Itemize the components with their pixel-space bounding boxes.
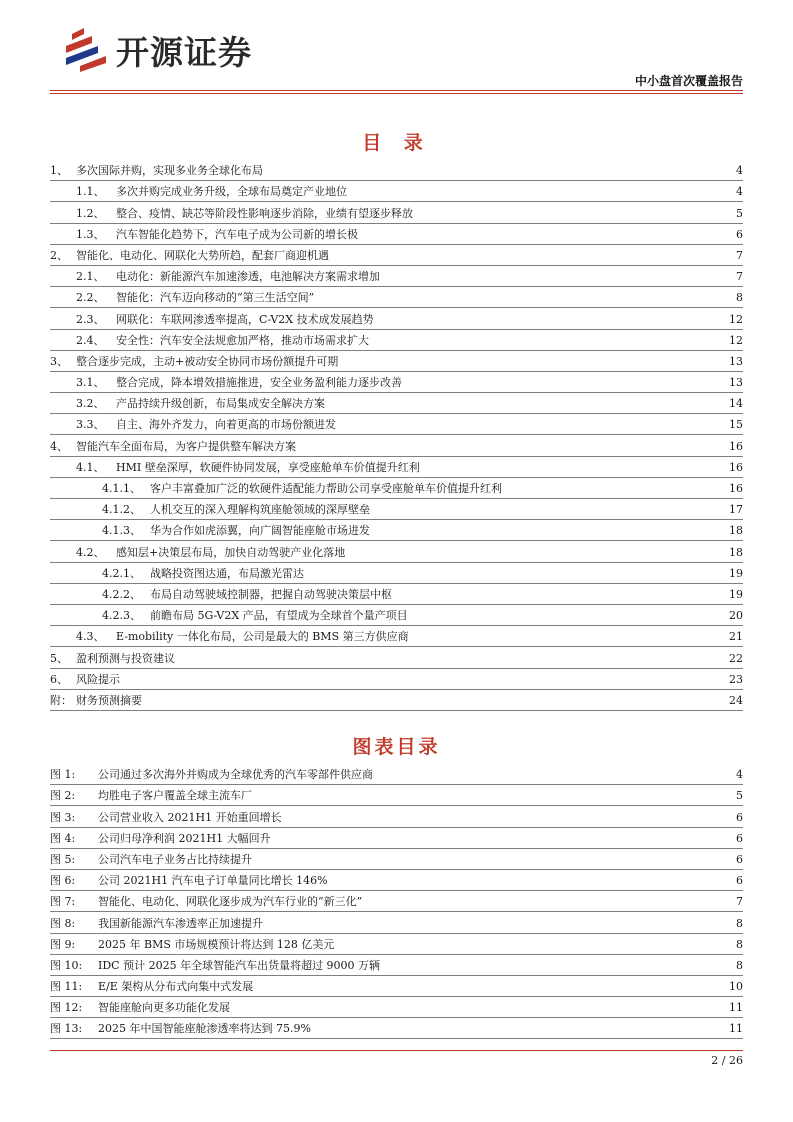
toc-entry-text: 整合完成，降本增效措施推进，安全业务盈利能力逐步改善 bbox=[116, 376, 402, 390]
toc-entry[interactable] bbox=[50, 605, 743, 626]
toc-entry-text: 前瞻布局 5G-V2X 产品，有望成为全球首个量产项目 bbox=[150, 609, 408, 623]
figure-entry-page: 8 bbox=[736, 937, 743, 951]
toc-entry-text: 产品持续升级创新，布局集成安全解决方案 bbox=[116, 397, 325, 411]
toc-entry-number: 4.2.1、 bbox=[102, 566, 141, 580]
toc-entry-number: 2、 bbox=[50, 248, 68, 262]
toc-entry-text: 智能汽车全面布局，为客户提供整车解决方案 bbox=[76, 439, 296, 453]
toc-entry-page: 14 bbox=[729, 397, 743, 411]
figure-entry-text: 公司营业收入 2021H1 开始重回增长 bbox=[98, 810, 282, 824]
toc-entry-page: 7 bbox=[736, 270, 743, 284]
toc-entry-page: 12 bbox=[729, 312, 743, 326]
figure-entry-page: 6 bbox=[736, 852, 743, 866]
figure-entry-text: E/E 架构从分布式向集中式发展 bbox=[98, 980, 254, 994]
figure-entry[interactable] bbox=[50, 764, 743, 785]
kaiyuan-logo-icon bbox=[62, 26, 112, 72]
toc-entry-text: 安全性：汽车安全法规愈加严格，推动市场需求扩大 bbox=[116, 333, 369, 347]
figure-entry-page: 10 bbox=[729, 980, 743, 994]
toc-entry-number: 3.1、 bbox=[76, 376, 105, 390]
toc-entry[interactable] bbox=[50, 647, 743, 668]
toc-entry-page: 23 bbox=[729, 672, 743, 686]
toc-entry-number: 4.2.2、 bbox=[102, 587, 141, 601]
figure-entry[interactable] bbox=[50, 1018, 743, 1039]
toc-entry[interactable] bbox=[50, 478, 743, 499]
toc-entry[interactable] bbox=[50, 287, 743, 308]
toc-entry-text: 战略投资图达通，布局激光雷达 bbox=[150, 566, 304, 580]
figure-entry-number: 图 1: bbox=[50, 768, 76, 782]
toc-entry[interactable] bbox=[50, 520, 743, 541]
toc-entry-number: 4.1.1、 bbox=[102, 482, 141, 495]
header-divider bbox=[50, 90, 743, 91]
toc-entry-number: 2.1、 bbox=[76, 270, 105, 284]
figure-entry-number: 图 8: bbox=[50, 916, 76, 930]
figure-entry-number: 图 13: bbox=[50, 1022, 83, 1036]
toc-entry-number: 2.2、 bbox=[76, 291, 105, 305]
figure-entry-number: 图 5: bbox=[50, 852, 76, 866]
figure-entry-page: 11 bbox=[729, 1001, 743, 1015]
toc-entry[interactable] bbox=[50, 690, 743, 711]
toc-entry-page: 22 bbox=[729, 651, 743, 665]
figure-entry[interactable] bbox=[50, 955, 743, 976]
toc-entry-number: 1.3、 bbox=[76, 227, 105, 241]
toc-entry-page: 17 bbox=[729, 503, 743, 517]
toc-entry-page: 19 bbox=[729, 566, 743, 580]
toc-entry[interactable] bbox=[50, 224, 743, 245]
toc-entry-page: 12 bbox=[729, 333, 743, 347]
toc-entry-text: 智能化：汽车迈向移动的“第三生活空间” bbox=[116, 291, 315, 305]
figure-entry-page: 11 bbox=[729, 1022, 743, 1036]
toc-entry-page: 16 bbox=[729, 439, 743, 453]
toc-entry[interactable] bbox=[50, 351, 743, 372]
figure-entry[interactable] bbox=[50, 912, 743, 933]
figure-entry-text: IDC 预计 2025 年全球智能汽车出货量将超过 9000 万辆 bbox=[98, 958, 381, 972]
toc-entry-page: 19 bbox=[729, 587, 743, 601]
toc-entry-number: 4.2、 bbox=[76, 545, 105, 559]
toc-entry-page: 15 bbox=[729, 418, 743, 432]
toc-entry-text: HMI 壁垒深厚，软硬件协同发展，享受座舱单车价值提升红利 bbox=[116, 460, 420, 474]
toc-entry-number: 4.2.3、 bbox=[102, 609, 141, 623]
toc-entry-page: 7 bbox=[736, 248, 743, 262]
toc-entry-number: 1.2、 bbox=[76, 206, 105, 220]
toc-entry-page: 13 bbox=[729, 376, 743, 390]
toc-entry-number: 3.3、 bbox=[76, 418, 105, 432]
figure-entry-text: 智能化、电动化、网联化逐步成为汽车行业的“新三化” bbox=[98, 895, 363, 909]
toc-entry-text: 风险提示 bbox=[76, 672, 120, 686]
toc-entry[interactable] bbox=[50, 266, 743, 287]
toc-entry-number: 4.1.2、 bbox=[102, 503, 141, 517]
toc-entry-text: 整合、疫情、缺芯等阶段性影响逐步消除，业绩有望逐步释放 bbox=[116, 206, 413, 220]
toc-entry[interactable] bbox=[50, 499, 743, 520]
figure-entry[interactable] bbox=[50, 828, 743, 849]
toc-entry-page: 16 bbox=[729, 482, 743, 495]
toc-entry-page: 8 bbox=[736, 291, 743, 305]
figure-entry-number: 图 11: bbox=[50, 980, 83, 994]
toc-entry[interactable] bbox=[50, 669, 743, 690]
toc-entry[interactable] bbox=[50, 372, 743, 393]
toc-entry-number: 附： bbox=[50, 693, 72, 707]
toc-title: 目 录 bbox=[362, 132, 431, 154]
figure-entry-text: 均胜电子客户覆盖全球主流车厂 bbox=[98, 789, 252, 803]
toc-entry-text: 布局自动驾驶域控制器，把握自动驾驶决策层中枢 bbox=[150, 587, 392, 601]
toc-entry-page: 13 bbox=[729, 354, 743, 368]
figure-entry-text: 智能座舱向更多功能化发展 bbox=[98, 1001, 230, 1015]
toc-entry-number: 2.4、 bbox=[76, 333, 105, 347]
toc-entry-text: 客户丰富叠加广泛的软硬件适配能力帮助公司享受座舱单车价值提升红利 bbox=[150, 482, 502, 495]
toc-entry-page: 16 bbox=[729, 460, 743, 474]
company-logo bbox=[62, 26, 302, 72]
figure-entry-number: 图 3: bbox=[50, 810, 76, 824]
figure-entry[interactable] bbox=[50, 806, 743, 827]
toc-entry-page: 21 bbox=[729, 630, 743, 644]
company-name: 开源证券 bbox=[116, 33, 252, 72]
page-number: 2 / 26 bbox=[711, 1054, 743, 1067]
toc-entry-number: 4、 bbox=[50, 439, 68, 453]
figure-list-title: 图表目录 bbox=[352, 736, 441, 758]
figure-entry-number: 图 2: bbox=[50, 789, 76, 803]
toc-entry-number: 4.3、 bbox=[76, 630, 105, 644]
toc-entry-text: 华为合作如虎添翼，向广阔智能座舱市场进发 bbox=[150, 524, 370, 538]
toc-entry-text: 人机交互的深入理解构筑座舱领域的深厚壁垒 bbox=[150, 503, 370, 517]
toc-entry-page: 18 bbox=[729, 545, 743, 559]
figure-entry[interactable] bbox=[50, 976, 743, 997]
figure-entry-number: 图 4: bbox=[50, 831, 76, 845]
figure-entry-text: 我国新能源汽车渗透率正加速提升 bbox=[98, 916, 263, 930]
figure-entry-number: 图 7: bbox=[50, 895, 76, 909]
toc-entry-text: 电动化：新能源汽车加速渗透，电池解决方案需求增加 bbox=[116, 270, 380, 284]
toc-entry-page: 4 bbox=[736, 185, 743, 199]
toc-entry[interactable] bbox=[50, 541, 743, 562]
toc-entry-text: 汽车智能化趋势下，汽车电子成为公司新的增长极 bbox=[116, 227, 358, 241]
figure-entry-page: 4 bbox=[736, 768, 743, 782]
report-type-label: 中小盘首次覆盖报告 bbox=[634, 74, 743, 88]
toc-entry-number: 1、 bbox=[50, 164, 68, 178]
toc-entry-page: 18 bbox=[729, 524, 743, 538]
toc-entry[interactable] bbox=[50, 563, 743, 584]
toc-entry-page: 5 bbox=[736, 206, 743, 220]
toc-entry[interactable] bbox=[50, 308, 743, 329]
toc-entry-number: 1.1、 bbox=[76, 185, 105, 199]
toc-entry-number: 4.1.3、 bbox=[102, 524, 141, 538]
toc-entry-text: 整合逐步完成，主动+被动安全协同市场份额提升可期 bbox=[76, 354, 339, 368]
toc-entry-number: 4.1、 bbox=[76, 460, 105, 474]
figure-entry[interactable] bbox=[50, 891, 743, 912]
figure-entry-page: 8 bbox=[736, 958, 743, 972]
header-divider-thin bbox=[50, 93, 743, 94]
toc-entry[interactable] bbox=[50, 160, 743, 181]
toc-entry-text: 自主、海外齐发力，向着更高的市场份额进发 bbox=[116, 418, 336, 432]
figure-entry-text: 公司汽车电子业务占比持续提升 bbox=[98, 852, 252, 866]
figure-entry-number: 图 10: bbox=[50, 958, 83, 972]
toc-entry-text: 财务预测摘要 bbox=[76, 693, 142, 707]
figure-entry-text: 2025 年 BMS 市场规模预计将达到 128 亿美元 bbox=[98, 937, 335, 951]
toc-entry-number: 3、 bbox=[50, 354, 68, 368]
toc-entry-page: 24 bbox=[729, 693, 743, 707]
toc-entry-page: 6 bbox=[736, 227, 743, 241]
footer-divider bbox=[50, 1050, 743, 1051]
figure-entry[interactable] bbox=[50, 870, 743, 891]
toc-entry[interactable] bbox=[50, 330, 743, 351]
toc-entry-number: 5、 bbox=[50, 651, 68, 665]
toc-entry[interactable] bbox=[50, 435, 743, 456]
figure-entry-number: 图 12: bbox=[50, 1001, 83, 1015]
toc-entry[interactable] bbox=[50, 245, 743, 266]
figure-entry[interactable] bbox=[50, 934, 743, 955]
figure-entry-text: 公司归母净利润 2021H1 大幅回升 bbox=[98, 831, 271, 845]
figure-entry[interactable] bbox=[50, 997, 743, 1018]
toc-entry[interactable] bbox=[50, 414, 743, 435]
figure-entry-number: 图 6: bbox=[50, 874, 76, 888]
toc-entry-text: 盈利预测与投资建议 bbox=[76, 651, 175, 665]
toc-entry[interactable] bbox=[50, 626, 743, 647]
toc-entry-page: 20 bbox=[729, 609, 743, 623]
figure-entry-text: 公司 2021H1 汽车电子订单量同比增长 146% bbox=[98, 874, 328, 888]
figure-entry-page: 8 bbox=[736, 916, 743, 930]
figure-entry-page: 6 bbox=[736, 874, 743, 888]
toc-entry-number: 2.3、 bbox=[76, 312, 105, 326]
figure-entry[interactable] bbox=[50, 785, 743, 806]
figure-entry-number: 图 9: bbox=[50, 937, 76, 951]
toc-entry[interactable] bbox=[50, 457, 743, 478]
toc-entry-number: 6、 bbox=[50, 672, 68, 686]
toc-entry[interactable] bbox=[50, 181, 743, 202]
toc-entry[interactable] bbox=[50, 202, 743, 223]
figure-entry-page: 6 bbox=[736, 810, 743, 824]
toc-entry-text: 多次并购完成业务升级，全球布局奠定产业地位 bbox=[116, 185, 347, 199]
toc-entry-text: 多次国际并购，实现多业务全球化布局 bbox=[76, 164, 263, 178]
figure-list bbox=[50, 764, 743, 1039]
toc-entry-number: 3.2、 bbox=[76, 397, 105, 411]
figure-entry-page: 7 bbox=[736, 895, 743, 909]
toc-entry-page: 4 bbox=[736, 164, 743, 178]
toc-entry-text: E-mobility 一体化布局，公司是最大的 BMS 第三方供应商 bbox=[116, 630, 409, 644]
page-header bbox=[0, 0, 793, 100]
toc-list bbox=[50, 160, 743, 711]
figure-entry-page: 5 bbox=[736, 789, 743, 803]
toc-entry-text: 网联化：车联网渗透率提高，C-V2X 技术成发展趋势 bbox=[116, 312, 374, 326]
figure-entry-text: 2025 年中国智能座舱渗透率将达到 75.9% bbox=[98, 1022, 311, 1036]
toc-entry-text: 感知层+决策层布局，加快自动驾驶产业化落地 bbox=[116, 545, 346, 559]
figure-entry[interactable] bbox=[50, 849, 743, 870]
toc-entry-text: 智能化、电动化、网联化大势所趋，配套厂商迎机遇 bbox=[76, 248, 329, 262]
toc-entry[interactable] bbox=[50, 584, 743, 605]
toc-entry[interactable] bbox=[50, 393, 743, 414]
figure-entry-page: 6 bbox=[736, 831, 743, 845]
figure-entry-text: 公司通过多次海外并购成为全球优秀的汽车零部件供应商 bbox=[98, 768, 373, 782]
